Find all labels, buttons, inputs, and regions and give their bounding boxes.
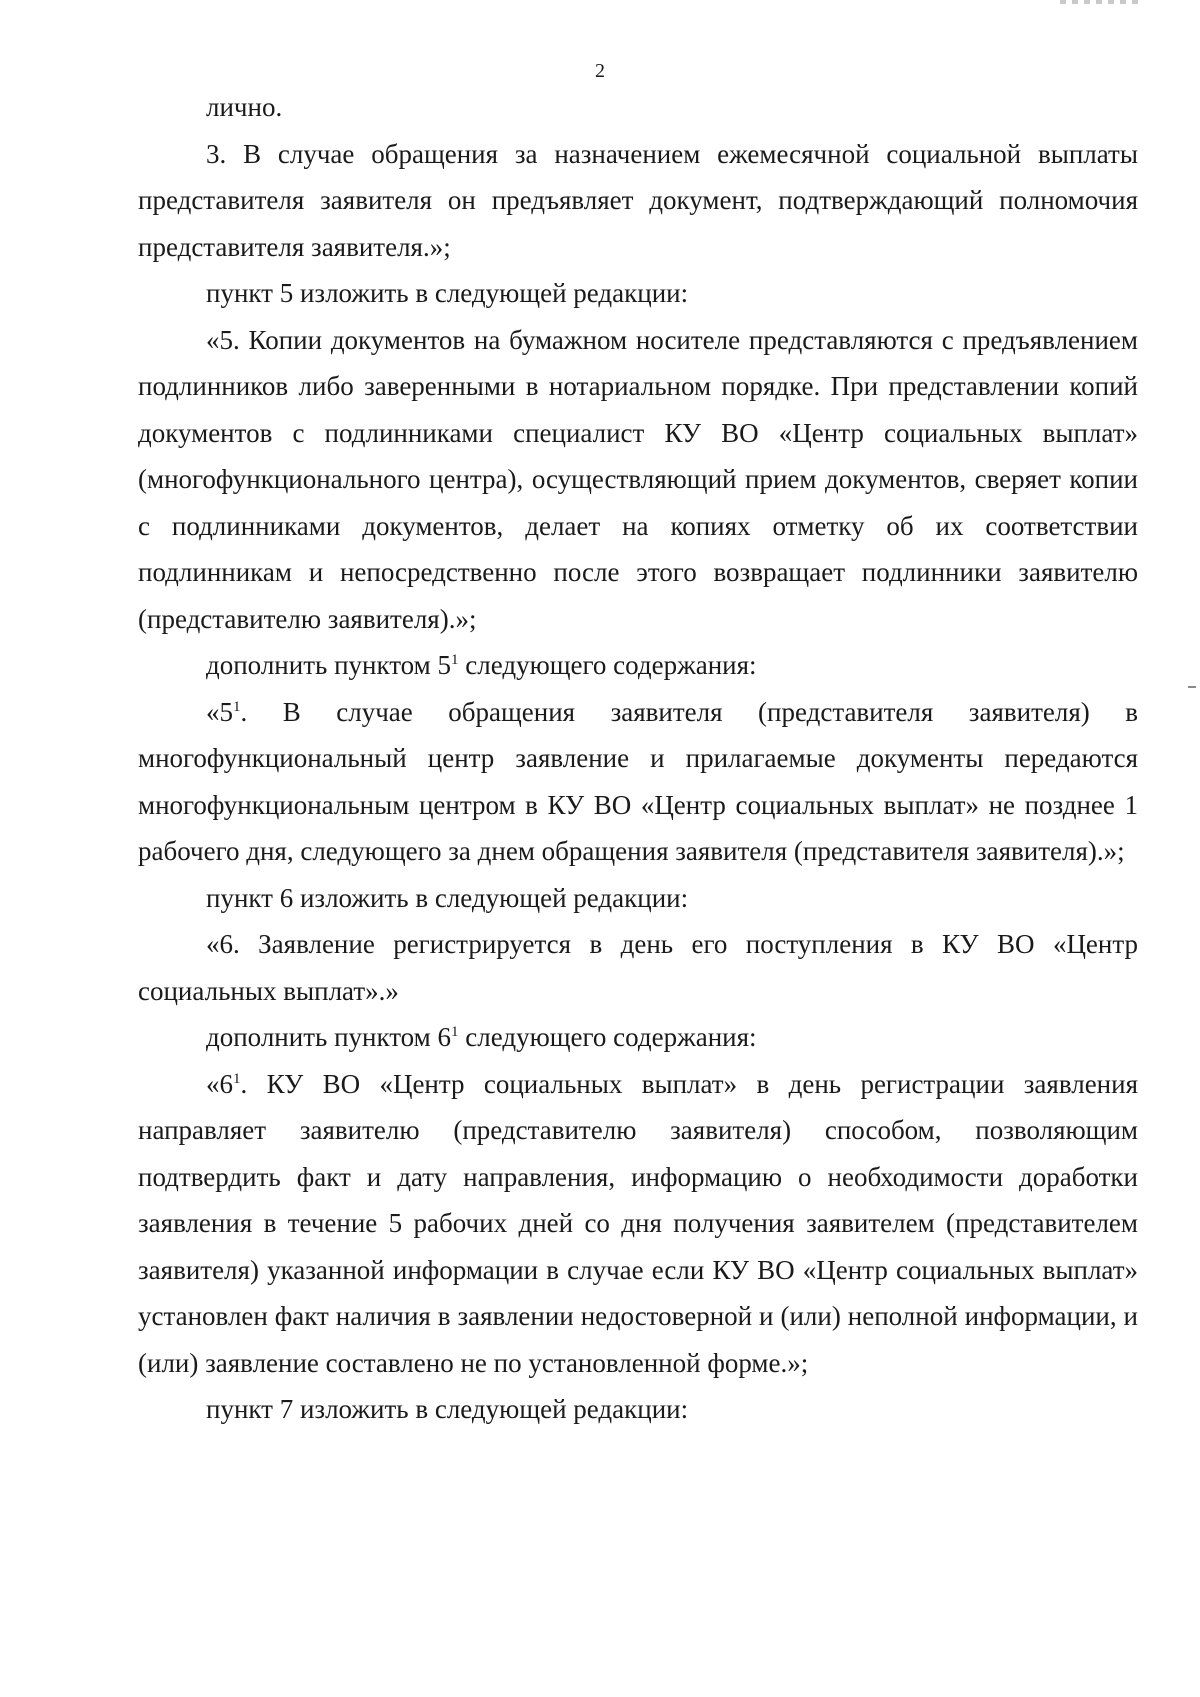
text-fragment: «6 [206,1068,233,1099]
text-fragment: . КУ ВО «Центр социальных выплат» в день регистрации заявления направляет заявителю (представителю заявителя) способом, позволяющим подтвердить факт и дату направления, информацию о необходимости доработки заявления в течение 5 рабочих дней со дня получения заявителем (представителем заявителя) указанной информации в случае если КУ ВО «Центр социальных выплат» установлен факт наличия в заявлении недостоверной и (или) неполной информации, и (или) заявление составлено не по установленной форме.»; [138,1068,1138,1378]
paragraph-instruction-6-1 [138,1014,1138,1061]
page-number: 2 [595,60,605,82]
document-body [138,84,1138,1433]
paragraph-item-3: 3. В случае обращения за назначением ежемесячной социальной выплаты представителя заявителя он предъявляет документ, подтверждающий полномочия представителя заявителя.»; [138,138,1138,262]
superscript: 1 [233,1070,241,1087]
paragraph-item-6: «6. Заявление регистрируется в день его поступления в КУ ВО «Центр социальных выплат».» [138,929,1138,1006]
superscript: 1 [451,1024,459,1040]
paragraph-instruction-6: пункт 6 изложить в следующей редакции: [206,882,689,913]
text-fragment: . В случае обращения заявителя (представителя заявителя) в многофункциональный центр заявление и прилагаемые документы передаются многофункциональным центром в КУ ВО «Центр социальных выплат» не позднее 1 рабочего дня, следующего за днем обращения заявителя (представителя заявителя).»; [138,696,1138,866]
paragraph-instruction-5-1 [138,642,1138,689]
scan-edge-mark [1060,0,1140,4]
paragraph-item-5-1 [138,689,1138,875]
text-fragment: «5 [206,696,233,727]
superscript: 1 [451,652,459,668]
text-fragment: дополнить пунктом 6 [206,1022,451,1052]
paragraph-continuation: лично. [206,92,283,122]
paragraph-instruction-7: пункт 7 изложить в следующей редакции: [206,1394,689,1424]
superscript: 1 [233,698,241,715]
text-fragment: дополнить пунктом 5 [206,650,451,680]
paragraph-item-6-1 [138,1061,1138,1387]
scan-side-mark [1188,686,1196,688]
text-fragment: следующего содержания: [458,1022,757,1052]
paragraph-item-5: «5. Копии документов на бумажном носителе представляются с предъявлением подлинников либо заверенными в нотариальном порядке. При представлении копий документов с подлинниками специалист КУ ВО «Центр социальных выплат» (многофункционального центра), осуществляющий прием документов, сверяет копии с подлинниками документов, делает на копиях отметку об их соответствии подлинникам и непосредственно после этого возвращает подлинники заявителю (представителю заявителя).»; [138,324,1138,634]
text-fragment: следующего содержания: [458,650,757,680]
paragraph-instruction-5: пункт 5 изложить в следующей редакции: [206,278,689,308]
